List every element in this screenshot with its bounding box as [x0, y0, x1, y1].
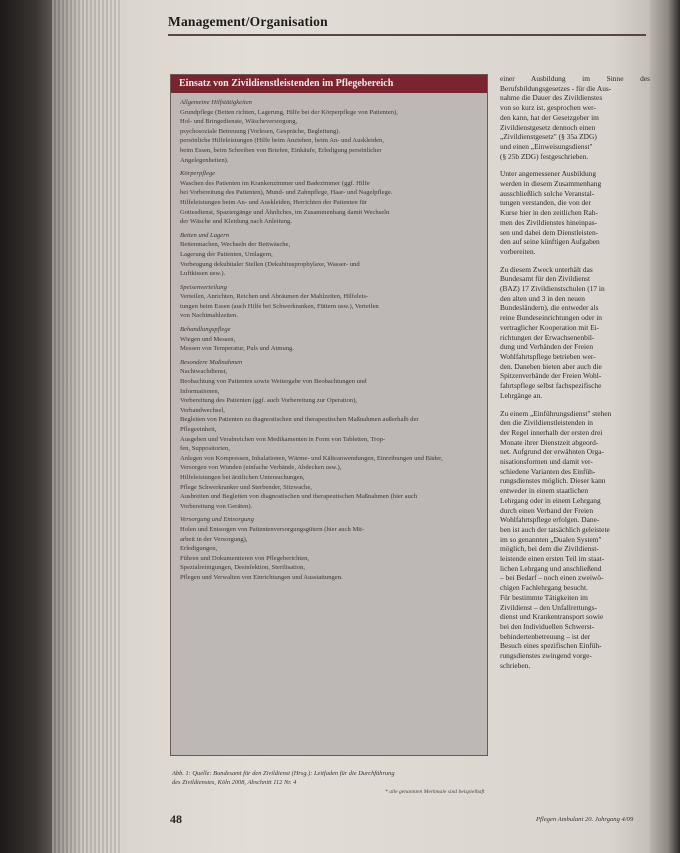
box-section-line: persönliche Hilfeleistungen (Hilfe beim Anziehen, beim An- und Auskleiden, — [180, 137, 384, 145]
body-line: durch einen Verband der Freien — [500, 505, 594, 515]
body-line: Kurse hier in den zeitlichen Rah- — [500, 208, 598, 218]
publication-footer: Pflegen Ambulant 20. Jahrgang 4/09 — [536, 816, 634, 823]
body-line: Wohlfahrtspflege erfolgen. Dane- — [500, 515, 600, 525]
box-section-heading: Betten und Lagern — [180, 231, 230, 239]
box-section-line: Bettenmachen, Wechseln der Bettwäsche, — [180, 241, 291, 249]
body-line: reine Bundeseinrichtungen oder in — [500, 313, 603, 323]
body-line: – bei Bedarf – noch einen zweiwö- — [500, 573, 604, 583]
box-section-line: Hilfeleistungen beim An- und Auskleiden, Herrichten der Patienten für — [180, 198, 367, 206]
box-section-line: Nachtwachdienst, — [180, 368, 228, 376]
section-header: Management/Organisation — [168, 14, 328, 29]
box-section-line: Führen und Dokumentieren von Pflegeberichten, — [180, 554, 310, 562]
box-section-line: Vorbereitung von Geräten). — [180, 502, 253, 510]
box-section-line: Waschen des Patienten im Krankenzimmer und Badezimmer (ggf. Hilfe — [180, 179, 370, 187]
body-line: Unter angemessener Ausbildung — [500, 169, 597, 179]
body-line: nisationsformen und damit ver- — [500, 457, 593, 467]
body-line: (BAZ) 17 Zivildienstschulen (17 in — [500, 284, 605, 294]
body-line: Zu diesem Zweck unterhält das — [500, 264, 593, 274]
body-line: der Regel innerhalb der ersten drei — [500, 427, 603, 437]
body-line: einer Ausbildung im Sinne des Berufsbildungsgesetzes - für die Aus- — [500, 74, 650, 93]
box-section-line: Luftkissen usw.). — [180, 270, 226, 278]
box-section-line: Hilfeleistungen bei ärztlichen Untersuchungen, — [180, 473, 305, 481]
body-paragraph — [500, 265, 650, 401]
figure-caption — [172, 769, 492, 787]
box-section-line: Pflegeeinheit, — [180, 426, 217, 433]
box-section-line: Pflegen und Verwalten von Einrichtungen und Ausstattungen. — [180, 573, 343, 581]
box-section-line: von Nachtmahlzeiten. — [180, 312, 238, 320]
caption-line: Abb. 1: Quelle: Bundesamt für den Zivildienst (Hrsg.): Leitfaden für die Durchführung — [172, 770, 395, 777]
box-section-heading: Allgemeine Hilfstätigkeiten — [180, 99, 252, 106]
body-line: schiedene Varianten des Einfüh- — [500, 466, 596, 476]
body-line: im so genannten „Dualen System" — [500, 534, 602, 544]
body-line: schrieben. — [500, 660, 531, 670]
box-section-line: bei Vorbereitung des Patienten), Mund- und Zahnpflege, Haar- und Nagelpflege. — [180, 189, 393, 197]
box-section-line: der Wäsche und Kleidung nach Anleitung. — [180, 218, 292, 226]
box-section-line: Messen von Temperatur, Puls und Atmung. — [180, 345, 294, 353]
box-section-heading: Speisenverteilung — [180, 283, 227, 291]
box-section-line: Erledigungen, — [180, 545, 218, 553]
box-section-line: Wiegen und Messen, — [180, 335, 236, 343]
info-box — [170, 74, 488, 756]
box-section-line: Pflege Schwerkranker und Sterbender, Sitzwache, — [180, 483, 312, 491]
body-paragraph — [500, 169, 650, 256]
page-number: 48 — [170, 812, 182, 826]
body-line: fahrtspflege selbst fachspezifische — [500, 381, 602, 391]
box-section-line: Gottesdienst, Spaziergänge und Ähnliches, im Zusammenhang damit Wechseln — [180, 208, 390, 216]
body-line: den die Zivildienstleistenden in — [500, 418, 593, 428]
caption-line: des Zivildienstes, Köln 2008, Abschnitt 112 Nr. 4 — [172, 779, 297, 786]
box-section-line: Holen und Entsorgen von Patientenversorgungsgütern (hier auch Mit- — [180, 525, 365, 533]
body-line: chigen Fachlehrgang besucht. — [500, 583, 588, 593]
body-paragraph — [500, 74, 650, 161]
page-edges — [52, 0, 122, 853]
body-line: den. Daneben bieten aber auch die — [500, 361, 602, 371]
box-section-heading: Behandlungspflege — [180, 326, 231, 334]
body-line: Monate ihrer Dienstzeit abgeord- — [500, 437, 599, 447]
body-line: Lehrgänge an. — [500, 390, 543, 400]
body-line: den kann, hat der Gesetzgeber im — [500, 112, 599, 122]
box-section-line: Verbandwechsel, — [180, 406, 225, 414]
box-section-heading: Versorgung und Entsorgung — [180, 516, 254, 524]
box-section-line: Vorbereitung des Patienten (ggf. auch Vorbereitung zur Operation), — [180, 397, 358, 405]
right-page-edge — [650, 0, 680, 853]
body-line: Bundesamt für den Zivildienst — [500, 274, 591, 284]
body-line: sen und dabei dem Dienstleisten- — [500, 227, 599, 237]
box-section-line: Verteilen, Anrichten, Reichen und Abräumen der Mahlzeiten, Hilfeleis- — [180, 293, 369, 301]
box-section-line: Hol- und Bringedienste, Wäscheversorgung, — [180, 118, 298, 126]
body-line: ben ist auch der tatsächlich geleistete — [500, 524, 610, 534]
box-section-line: Grundpflege (Betten richten, Lagerung, Hilfe bei der Körperpflege von Patienten), — [180, 108, 398, 116]
body-line: (§ 25b ZDG) festgeschrieben. — [500, 151, 589, 161]
body-line: richtungen der Erwachsenenbil- — [500, 332, 595, 342]
body-line: men des Zivildienstes hineinpas- — [500, 217, 598, 227]
box-section-line: Informationen, — [180, 387, 220, 395]
body-line: werden in diesem Zusammenhang — [500, 179, 602, 189]
body-line: vorbereiten. — [500, 246, 536, 256]
box-section-line: Ausbreiten und Begleiten von diagnostischen und therapeutischen Maßnahmen (hier auch — [180, 493, 418, 501]
body-line: und einen „Einweisungsdienst" — [500, 141, 593, 151]
box-section-heading: Körperpflege — [180, 170, 216, 178]
body-line: Zivildienst – den Unfallrettungs- — [500, 602, 598, 612]
header-rule — [168, 34, 646, 36]
body-line: Für bestimmte Tätigkeiten im — [500, 592, 588, 602]
box-section-line: arbeit in der Versorgung), — [180, 535, 248, 543]
body-line: dienst und Krankentransport sowie — [500, 612, 604, 622]
box-section-line: beim Essen, beim Schreiben von Briefen, Einkäufe, Erledigung persönlicher — [180, 146, 382, 154]
body-paragraph — [500, 409, 650, 671]
box-section-line: Anlegen von Kompressen, Inhalationen, Wärme- und Kälteanwendungen, Einreibungen und Bäder, — [180, 454, 443, 462]
body-line: lichen Lehrgang und anschließend — [500, 563, 602, 573]
body-line: ausschließlich solche Veranstal- — [500, 188, 595, 198]
body-line: net. Aufgrund der erwähnten Orga- — [500, 447, 604, 457]
body-line: Lehrgang oder in einem Lehrgang — [500, 495, 601, 505]
body-line: Spitzenverbände der Freien Wohl- — [500, 371, 602, 381]
book-spine-shadow — [0, 0, 60, 853]
figure-footnote: * alle genannten Merkmale sind beispielhaft — [385, 789, 485, 795]
body-line: den alten und 3 in den neuen — [500, 293, 585, 303]
box-section-line: Lagerung der Patienten, Umlagern, — [180, 250, 273, 258]
body-line: den auf seine künftigen Aufgaben — [500, 237, 600, 247]
body-line: Besuch eines spezifischen Einfüh- — [500, 641, 602, 651]
box-section-line: Vorbeugung dekubitaler Stellen (Dekubitusprophylaxe, Wasser- und — [180, 260, 360, 268]
box-section-line: Angelegenheiten). — [180, 156, 229, 164]
box-section-heading: Besondere Maßnahmen — [180, 358, 243, 366]
body-line: Zu einem „Einführungsdienst" stehen — [500, 408, 612, 418]
box-section-line: psychosoziale Betreuung (Vorlesen, Gespräche, Begleitung). — [180, 127, 341, 135]
box-section-line: Ausgeben und Verabreichen von Medikamenten in Form von Tabletten, Trop- — [180, 435, 386, 443]
box-section-line: Versorgen von Wunden (einfache Verbände, Abdecken usw.), — [180, 464, 342, 472]
box-section-line: Begleiten von Patienten zu diagnostischen und therapeutischen Maßnahmen außerhalb der — [180, 416, 419, 424]
body-line: von so kurz ist, gesprochen wer- — [500, 103, 596, 113]
body-line: entweder in einem staatlichen — [500, 486, 589, 496]
box-section-line: Spezialreinigungen, Desinfektion, Sterilisation, — [180, 564, 306, 572]
body-line: tungen verstanden, die von der — [500, 198, 591, 208]
body-line: nahme die Dauer des Zivildienstes — [500, 93, 603, 103]
info-box-title: Einsatz von Zivildienstleistenden im Pflegebereich — [171, 75, 487, 93]
body-line: rungsdienstes zwingend vorge- — [500, 651, 592, 661]
body-line: rungsdienstes möglich. Dieser kann — [500, 476, 606, 486]
box-section-line: fen, Suppositorien, — [180, 445, 230, 453]
body-line: dung und Verbänden der Freien — [500, 342, 594, 352]
body-line: vertraglicher Kooperation mit Ei- — [500, 322, 600, 332]
body-line: bei den Individuellen Schwerst- — [500, 621, 595, 631]
body-text-column — [500, 74, 650, 678]
box-section-line: Beobachtung von Patienten sowie Weitergabe von Beobachtungen und — [180, 378, 367, 386]
body-line: leistende einen ersten Teil im staat- — [500, 554, 605, 564]
body-line: „Zivildienstgesetz" (§ 35a ZDG) — [500, 132, 597, 142]
body-line: behindertenbetreuung – ist der — [500, 631, 591, 641]
body-line: möglich, bei dem die Zivildienst- — [500, 544, 599, 554]
body-line: Bundesländern), die entweder als — [500, 303, 599, 313]
body-line: Wohlfahrtspflege betrieben wer- — [500, 351, 596, 361]
body-line: Zivildienstgesetz dennoch einen — [500, 122, 596, 132]
info-box-content — [180, 98, 480, 583]
box-section-line: tungen beim Essen (auch Hilfe bei Schwerkranken, Füttern usw.), Verteilen — [180, 302, 379, 310]
